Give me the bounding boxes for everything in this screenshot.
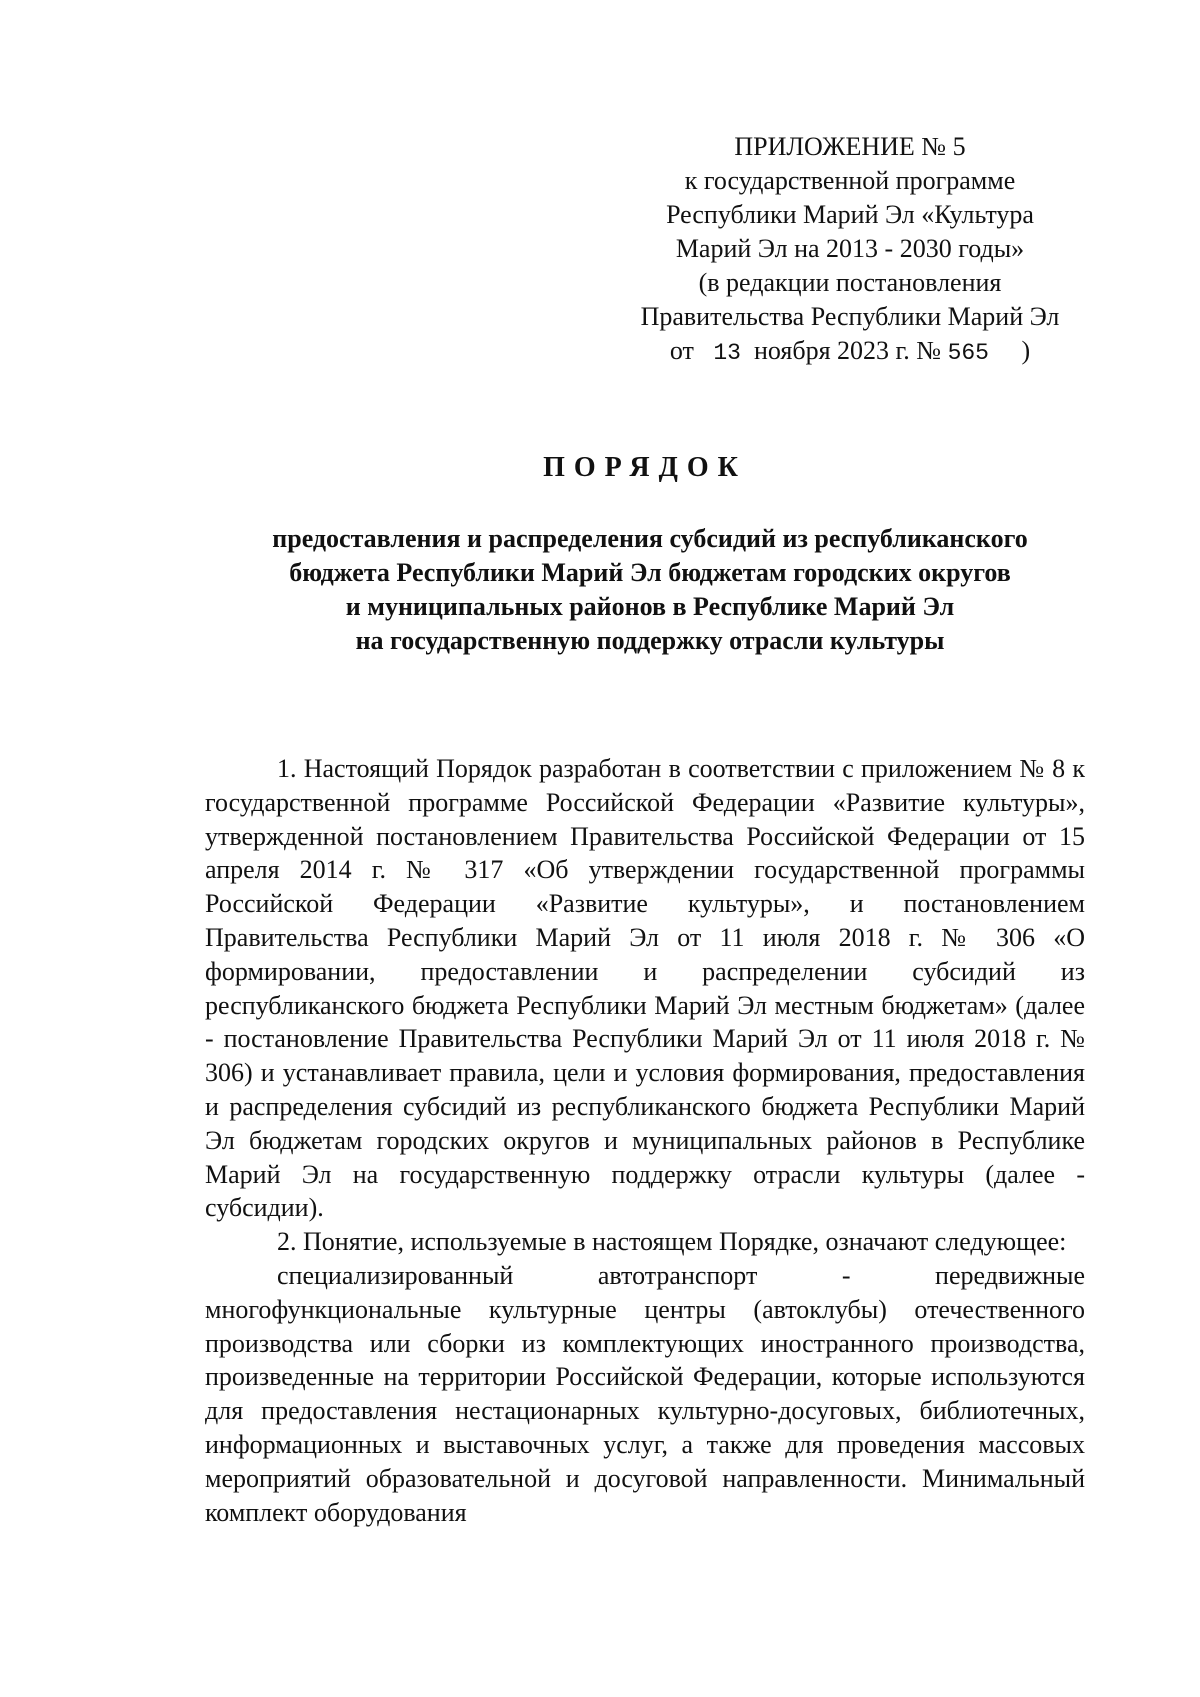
subtitle-line-4: на государственную поддержку отрасли культуры bbox=[355, 626, 945, 655]
paragraph-1: 1. Настоящий Порядок разработан в соответствии с приложением № 8 к государственной программе Российской Федерации «Развитие культуры», утвержденной постановлением Правительства Российской Федерации от 15 апреля 2014 г. № 317 «Об утверждении государственной программы Российской Федерации «Развитие культуры», и постановлением Правительства Республики Марий Эл от 11 июля 2018 г. № 306 «О формировании, предоставлении и распределении субсидий из республиканского бюджета Республики Марий Эл местным бюджетам» (далее - постановление Правительства Республики Марий Эл от 11 июля 2018 г. № 306) и устанавливает правила, цели и условия формирования, предоставления и распределения субсидий из республиканского бюджета Республики Марий Эл бюджетам городских округов и муниципальных районов в Республике Марий Эл на государственную поддержку отрасли культуры (далее - субсидии). bbox=[205, 754, 1085, 1223]
subtitle-line-3: и муниципальных районов в Республике Марий Эл bbox=[345, 592, 955, 621]
decree-number: 565 bbox=[947, 340, 989, 366]
appendix-line-5: (в редакции постановления bbox=[698, 268, 1002, 297]
paragraph-3: специализированный автотранспорт - передвижные многофункциональные культурные центры (автоклубы) отечественного производства или сборки из комплектующих иностранного производства, произведенные на территории Российской Федерации, которые используются для предоставления нестационарных культурно-досуговых, библиотечных, информационных и выставочных услуг, а также для проведения массовых мероприятий образовательной и досуговой направленности. Минимальный комплект оборудования bbox=[205, 1260, 1085, 1527]
date-prefix: от bbox=[669, 336, 694, 365]
appendix-header bbox=[600, 130, 1100, 370]
appendix-line-6: Правительства Республики Марий Эл bbox=[640, 302, 1060, 331]
appendix-number: ПРИЛОЖЕНИЕ № 5 bbox=[734, 132, 966, 161]
appendix-date-line bbox=[600, 334, 1100, 370]
document-body bbox=[205, 752, 1085, 1529]
document-subtitle bbox=[200, 522, 1100, 658]
appendix-line-3: Республики Марий Эл «Культура bbox=[666, 200, 1034, 229]
date-close-paren: ) bbox=[1021, 336, 1031, 365]
appendix-line-4: Марий Эл на 2013 - 2030 годы» bbox=[675, 234, 1025, 263]
date-month-year: ноября 2023 г. № bbox=[753, 336, 942, 365]
subtitle-line-1: предоставления и распределения субсидий из республиканского bbox=[272, 524, 1028, 553]
document-title: ПОРЯДОК bbox=[543, 452, 747, 483]
appendix-line-2: к государственной программе bbox=[684, 166, 1016, 195]
subtitle-line-2: бюджета Республики Марий Эл бюджетам городских округов bbox=[289, 558, 1011, 587]
date-day: 13 bbox=[713, 340, 741, 366]
paragraph-2: 2. Понятие, используемые в настоящем Порядке, означают следующее: bbox=[277, 1227, 1067, 1257]
